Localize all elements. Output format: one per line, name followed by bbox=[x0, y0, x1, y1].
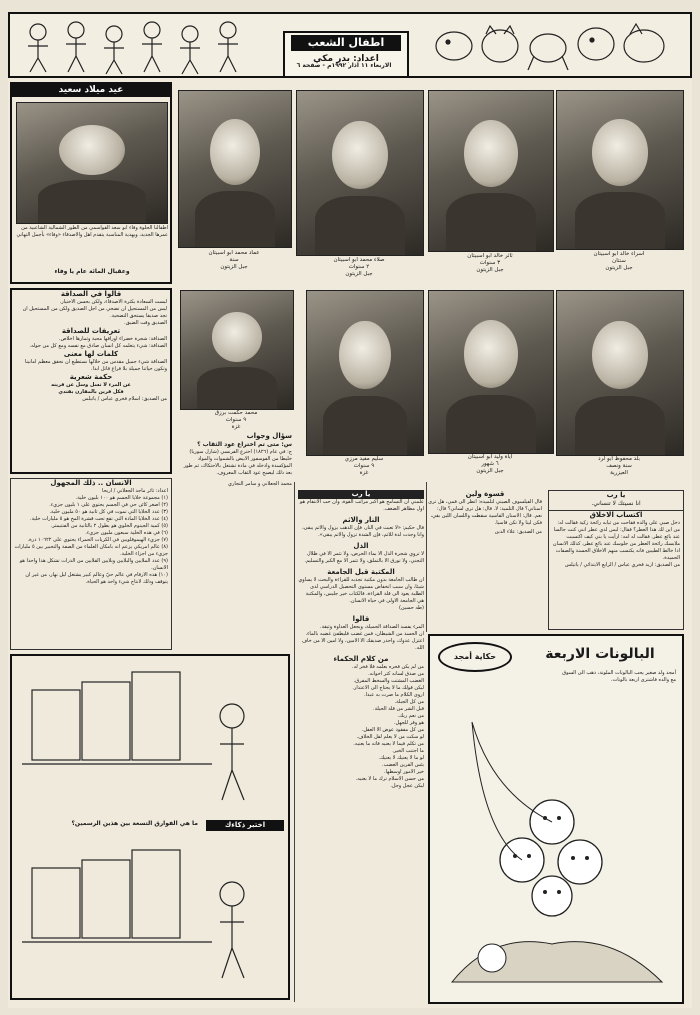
balloons-illustration bbox=[432, 682, 682, 1002]
sayings-title: قالوا bbox=[352, 615, 370, 623]
child-photo bbox=[556, 290, 684, 456]
hardship-box bbox=[428, 490, 542, 630]
library-signature: (طه حسين) bbox=[398, 605, 424, 611]
qa-box bbox=[178, 432, 292, 650]
puzzle-drawing-bottom bbox=[12, 838, 288, 998]
dont-forget-text: انا نسيتك لا تنساني. bbox=[591, 500, 641, 507]
friendship-title: قالوا في الصداقة bbox=[60, 290, 122, 298]
definitions-list: الصداقة: شجرة خضراء اوراقها محبة وثمارها اخلاص. الصداقة: شيء يتعلمه كل انسان صادق مع نفسه ومع كل من حوله. bbox=[29, 336, 167, 349]
child-caption: صلاء محمد ابو اسبيتان ٢ سنوات جبل الزيتون bbox=[333, 257, 385, 277]
hardship-credit: من الصديق: علاء الدين bbox=[494, 529, 542, 535]
manners-title: اكتساب الاخلاق bbox=[549, 510, 683, 520]
wisdom-title: من كلام الحكماء bbox=[333, 655, 389, 663]
qa-credit: محمد الجعلاني و سامر النجاري bbox=[228, 481, 292, 487]
fire-title: النار والاثم bbox=[342, 516, 380, 524]
header-band bbox=[8, 12, 692, 78]
manners-credit: من الصديق: ازيد فخري عباس / الرابع الابتدائي / ياتيلس bbox=[564, 562, 680, 568]
qa-question: س: متى تم اختراع عود الثقاب ؟ bbox=[197, 441, 292, 448]
unknown-human-title: الانسان .. ذلك المجهول bbox=[50, 479, 132, 487]
child-caption: اسراء خالد ابو اسبيتان سنتان جبل الزيتون bbox=[593, 251, 645, 271]
dont-forget-title: يا رب bbox=[606, 491, 626, 499]
child-caption: عماد محمد ابو اسبيتان سنة جبل الزيتون bbox=[208, 250, 260, 270]
child-photo bbox=[306, 290, 424, 456]
center-column bbox=[298, 490, 424, 1000]
humility-title: الذل bbox=[353, 542, 369, 550]
puzzle-badge: اختبر ذكاءك bbox=[206, 820, 284, 831]
wisdom-list: من لم يكن فخره بعلمه فلا فخر له. من صدق لسانه كثر اخوانه. الغضب المشتت والسخط المفرق. ليكن قولك ما لا يحتاج الى الاعتذار. اروى الكلام ما صرت به عبدا. من كل الجبلة. قبل الشر من قلة الحيلة. من نعم ربك. هو وقر للجهل. من كل مفقود عوض الا العقل. لو سكت من لا يعلم لقل الخلاف. من تكلم فيما لا يعنيه فاته ما يعنيه. ما اجتنب الخير. لو ما لا يعنيك لا يعنيك. بئس القرين الغضب. خير الامور اوسطها. من حسن الاسلام ترك ما لا يعنيه. ليكن عجل وجل. bbox=[352, 664, 424, 789]
child-caption: بلد محفوظ ابو لرد سنة ونصف العيزرية bbox=[598, 456, 640, 476]
hardship-title: قسوة ولين bbox=[465, 490, 505, 498]
friendship-credit: من الصديق: اسلام فخري عباس / ياتيلس bbox=[82, 396, 167, 402]
birthday-title: عيد ميلاد سعيد bbox=[12, 84, 170, 97]
friendship-lines: لبست السعادة بكثرة الاصدقاء، ولكن بحسن الاختيار. ليس من المستحيل ان تضحي من اجل الصديق ولكن من المستحيل ان تجد صديقا يستحق التضحية. الصديق وقت الضيق. bbox=[22, 299, 167, 326]
manners-box bbox=[548, 490, 684, 630]
unknown-human-box bbox=[10, 478, 172, 650]
puzzle-drawing-top bbox=[12, 660, 288, 810]
humility-text: لا تروي شجرة الذل الا بماء الحرص، ولا تثمر الا في ظلال التجني، ولا تورق الا بالتملق، ولا تثمر الا مع الكبر والتسليم. bbox=[304, 551, 424, 564]
dateline: الاربعاء ١١ اذار ١٩٩٢م - صفحة ٦ bbox=[296, 62, 392, 69]
puzzle-box bbox=[10, 654, 290, 1000]
child-caption: محمد حكمت برزق ٩ سنوات غزة bbox=[214, 410, 258, 430]
child-caption: ثائر خالد ابو اسبيتان ٣ سنوات جبل الزيتون bbox=[467, 253, 513, 273]
child-photo bbox=[296, 90, 424, 256]
story-title: البالونات الاربعة bbox=[545, 646, 655, 662]
column-divider bbox=[294, 482, 295, 1002]
library-title: المكتبة قبل الجامعة bbox=[327, 568, 395, 576]
story-badge: حكاية أمجد bbox=[438, 642, 512, 672]
birthday-photo bbox=[16, 102, 168, 224]
unknown-human-list: (١) مجموعة خلايا الجسم هو ١٠٠ بليون خلية. (٢) اصغر كائن حي في الجسم يحتوي على ١ بليون جزيء. (٣) عدد الخلايا التي تموت في كل ثانية هو ٥٠ مليون خلية. (٤) عدد الخلايا المادة التي تقع تحت قشرة المخ هو ٥ مليارات خلية. (٥) كمية الجينوم الخلوي هو بطول ٢ بالثانية من الفنتيمتر. (٦) في هذه الخلية سبعون مليون جزيء. (٧) جزيء الهيموقلوبين في الكريات الحمراء يحتوي على ١٠٦٢٢ ذرة. (٨) عالم امريكي يزعم انه بامكان العلماء من الصفة والتحبير بين ٥ مليارات جزيء من اجزاء الخلية. (٩) عدد الملايين والبلايين وبلايين القلايين من الذرات تشكل هذا واحدا هو الانسان. (١٠) هذه الارقام في عالم حيّ وعالم كبير يشتغل ليل نهار، من غير ان يتوقف وذلك لانتاج شيء واحد هو الحياة. bbox=[14, 495, 168, 585]
meaning-title: كلمات لها معنى bbox=[63, 350, 119, 358]
puzzle-question: ما هي الفوارق التسعة بين هذين الرسمين؟ bbox=[71, 820, 198, 827]
child-caption: سليم مفيد مرزي ٩ سنوات غزة bbox=[344, 456, 384, 476]
hardship-text: قال الفيلسوف الصيني لتلميذه: انظر الى فمي، هل ترى اسناني؟ قال التلميذ: لا. قال: هل ترى لساني؟ قال: نعم. قال: الاسنان القاسية سقطت واللسان اللين بقي، فكن لينا ولا تكن قاسيا. bbox=[428, 499, 542, 526]
newspaper-page bbox=[8, 12, 692, 1008]
child-photo bbox=[428, 290, 554, 454]
kids-doodle-left bbox=[16, 16, 266, 76]
section-title: اطفال الشعب bbox=[291, 35, 401, 51]
friendship-box bbox=[10, 288, 172, 474]
section-logo bbox=[283, 31, 409, 78]
child-caption: اياة وليد ابو اسبيتان ٦ شهور جبل الزيتون bbox=[467, 454, 513, 474]
definitions-title: تعريفات للصداقة bbox=[61, 327, 121, 335]
animals-doodle-right bbox=[430, 16, 680, 76]
child-photo bbox=[178, 90, 292, 248]
child-photo bbox=[428, 90, 554, 252]
story-comic bbox=[428, 634, 684, 1004]
fire-text: قال حكيم: «لا تعبث في النار، فإن الذهب يزول والاثم يبقى، وانا وجدت لذة للاثم، فإن الشدة تزول والاثم يبقى». bbox=[302, 525, 424, 538]
child-photo bbox=[180, 290, 294, 410]
prayer-title: يا رب bbox=[298, 490, 424, 499]
qa-title: سؤال وجواب bbox=[246, 432, 292, 440]
library-text: ان طالب الجامعة بدون مكتبة تجذبه للقراءة والبحث لا يساوي شيئا، وان سبب انخفاض مستوى التحصيل الدراسي لدى الطلبة يعود الى قلة القراءة، فالكتاب خير جليس، والمكتبة هي الجامعة الاولى في حياة الانسان. bbox=[298, 577, 424, 604]
child-photo bbox=[556, 90, 684, 250]
birthday-box bbox=[10, 82, 172, 284]
unknown-human-credit: اعداد: ثائر ماجد الجعلاني / اريحا bbox=[102, 488, 168, 494]
birthday-wish: وعقبال المائة عام يا وفاء bbox=[54, 268, 130, 275]
poem-title: حكمة شعرية bbox=[69, 373, 113, 381]
story-intro: أمجد ولد صغير يحب البالونات الملونة، ذهب الى السوق مع والده فاشترى اربعة بالونات. bbox=[562, 670, 676, 683]
prayer-text: علمني ان التسامح هو اكبر مراتب القوة، وان حب الانتقام هو اول مظاهر الضعف. bbox=[299, 499, 424, 512]
column-divider bbox=[426, 482, 427, 632]
poem-lines: عن المرء لا تسل وسل عن قرينه فكل قرين بالمقارن يقتدي bbox=[51, 382, 131, 395]
qa-answer: ج: في عام (١٨٢٦) اخترع الفرنسي (شارل سوريا) خليطا من الفوسفور الابيض بالشموات والمواد المؤكسدة وادخله في مادة تشتعل بالاحتكاك، ثم طور بعد ذلك ليصبح عود الثقاب المعروف. bbox=[183, 449, 292, 476]
manners-text: دخل صبي على والده فقاحت من ثيابه رائحة زكية فقالت له: من اين لك هذا العطر؟ فقال: ليس لدي عطر انني كنت جالسا عند بائع عطر. فقالت له امه: ارأيت يا بني كيف اكتسبت ملابسك رائحة العطر من جلوسك عند بائع عطر، كذلك الانسان اذا خالط الطيبين فانه يكتسب منهم الاخلاق الحسنة والصفات الحميدة. bbox=[552, 520, 680, 561]
birthday-text: اطفالنا الحلوة وفاء ابو سعد القواسمي من الطور الشمالية الشاعبية من عمرها الجديد، ويهدية المناسبة يتقدم اهل والاصدقاء «وفاء» بأجمل التهاني bbox=[16, 225, 168, 238]
meaning-text: الصداقة شيء جميل مقدس من خلالها نستطيع ان نحقق معظم امانينا وتكون حياتنا جميلة بلا فراغ قاتل ابدا. bbox=[24, 359, 167, 372]
section-editor: اعداد: بدر مكي bbox=[313, 54, 379, 64]
sayings-list: المرء يفسد الصداقة الجميلة، ويجعل العداوة وثيقة. ان الحسد من الشيطان، فمن غضب فليطفئ غضبه بالماء. اعتزل عدوك، واحذر صديقك الا الامين، ولا امين الا من خاف الله. bbox=[301, 624, 424, 651]
